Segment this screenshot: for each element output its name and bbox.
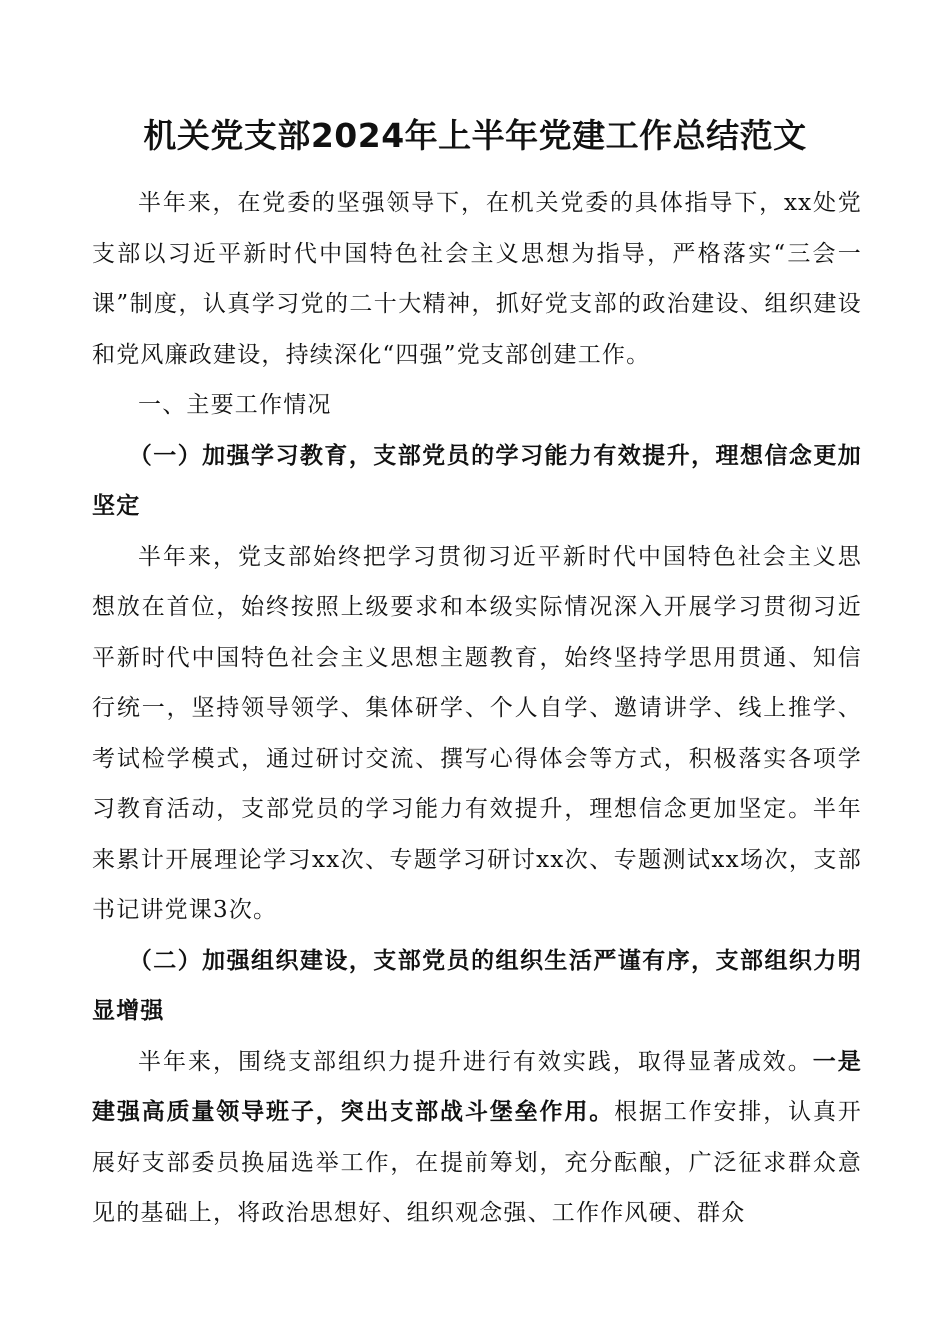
study-paragraph: 半年来，党支部始终把学习贯彻习近平新时代中国特色社会主义思想放在首位，始终按照上级要求和本级实际情况深入开展学习贯彻习近平新时代中国特色社会主义思想主题教育，始终坚持学思用贯通、知信行统一，坚持领导领学、集体研学、个人自学、邀请讲学、线上推学、考试检学模式，通过研讨交流、撰写心得体会等方式，积极落实各项学习教育活动，支部党员的学习能力有效提升，理想信念更加坚定。半年来累计开展理论学习xx次、专题学习研讨xx次、专题测试xx场次，支部书记讲党课3次。 xyxy=(92,543,862,923)
organization-paragraph-lead: 半年来，围绕支部组织力提升进行有效实践，取得显著成效。 xyxy=(138,1048,813,1075)
organization-paragraph-rest: 根据工作安排，认真开展好支部委员换届选举工作，在提前筹划，充分酝酿，广泛征求群众意见的基础上，将政治思想好、组织观念强、工作作风硬、群众 xyxy=(92,1099,863,1226)
subsection-heading-study: （一）加强学习教育，支部党员的学习能力有效提升，理想信念更加坚定 xyxy=(92,441,862,519)
subsection-heading-organization: （二）加强组织建设，支部党员的组织生活严谨有序，支部组织力明显增强 xyxy=(92,946,862,1024)
section-heading-main-work: 一、主要工作情况 xyxy=(138,392,332,418)
organization-paragraph-bold-point: 一是建强高质量领导班子，突出支部战斗堡垒作用。 xyxy=(92,1047,862,1125)
document-title: 机关党支部2024年上半年党建工作总结范文 xyxy=(143,116,807,155)
intro-paragraph: 半年来，在党委的坚强领导下，在机关党委的具体指导下，xx处党支部以习近平新时代中国特色社会主义思想为指导，严格落实“三会一课”制度，认真学习党的二十大精神，抓好党支部的政治建设、组织建设和党风廉政建设，持续深化“四强”党支部创建工作。 xyxy=(92,190,862,368)
document-body xyxy=(92,178,862,1239)
organization-paragraph xyxy=(92,1037,862,1239)
